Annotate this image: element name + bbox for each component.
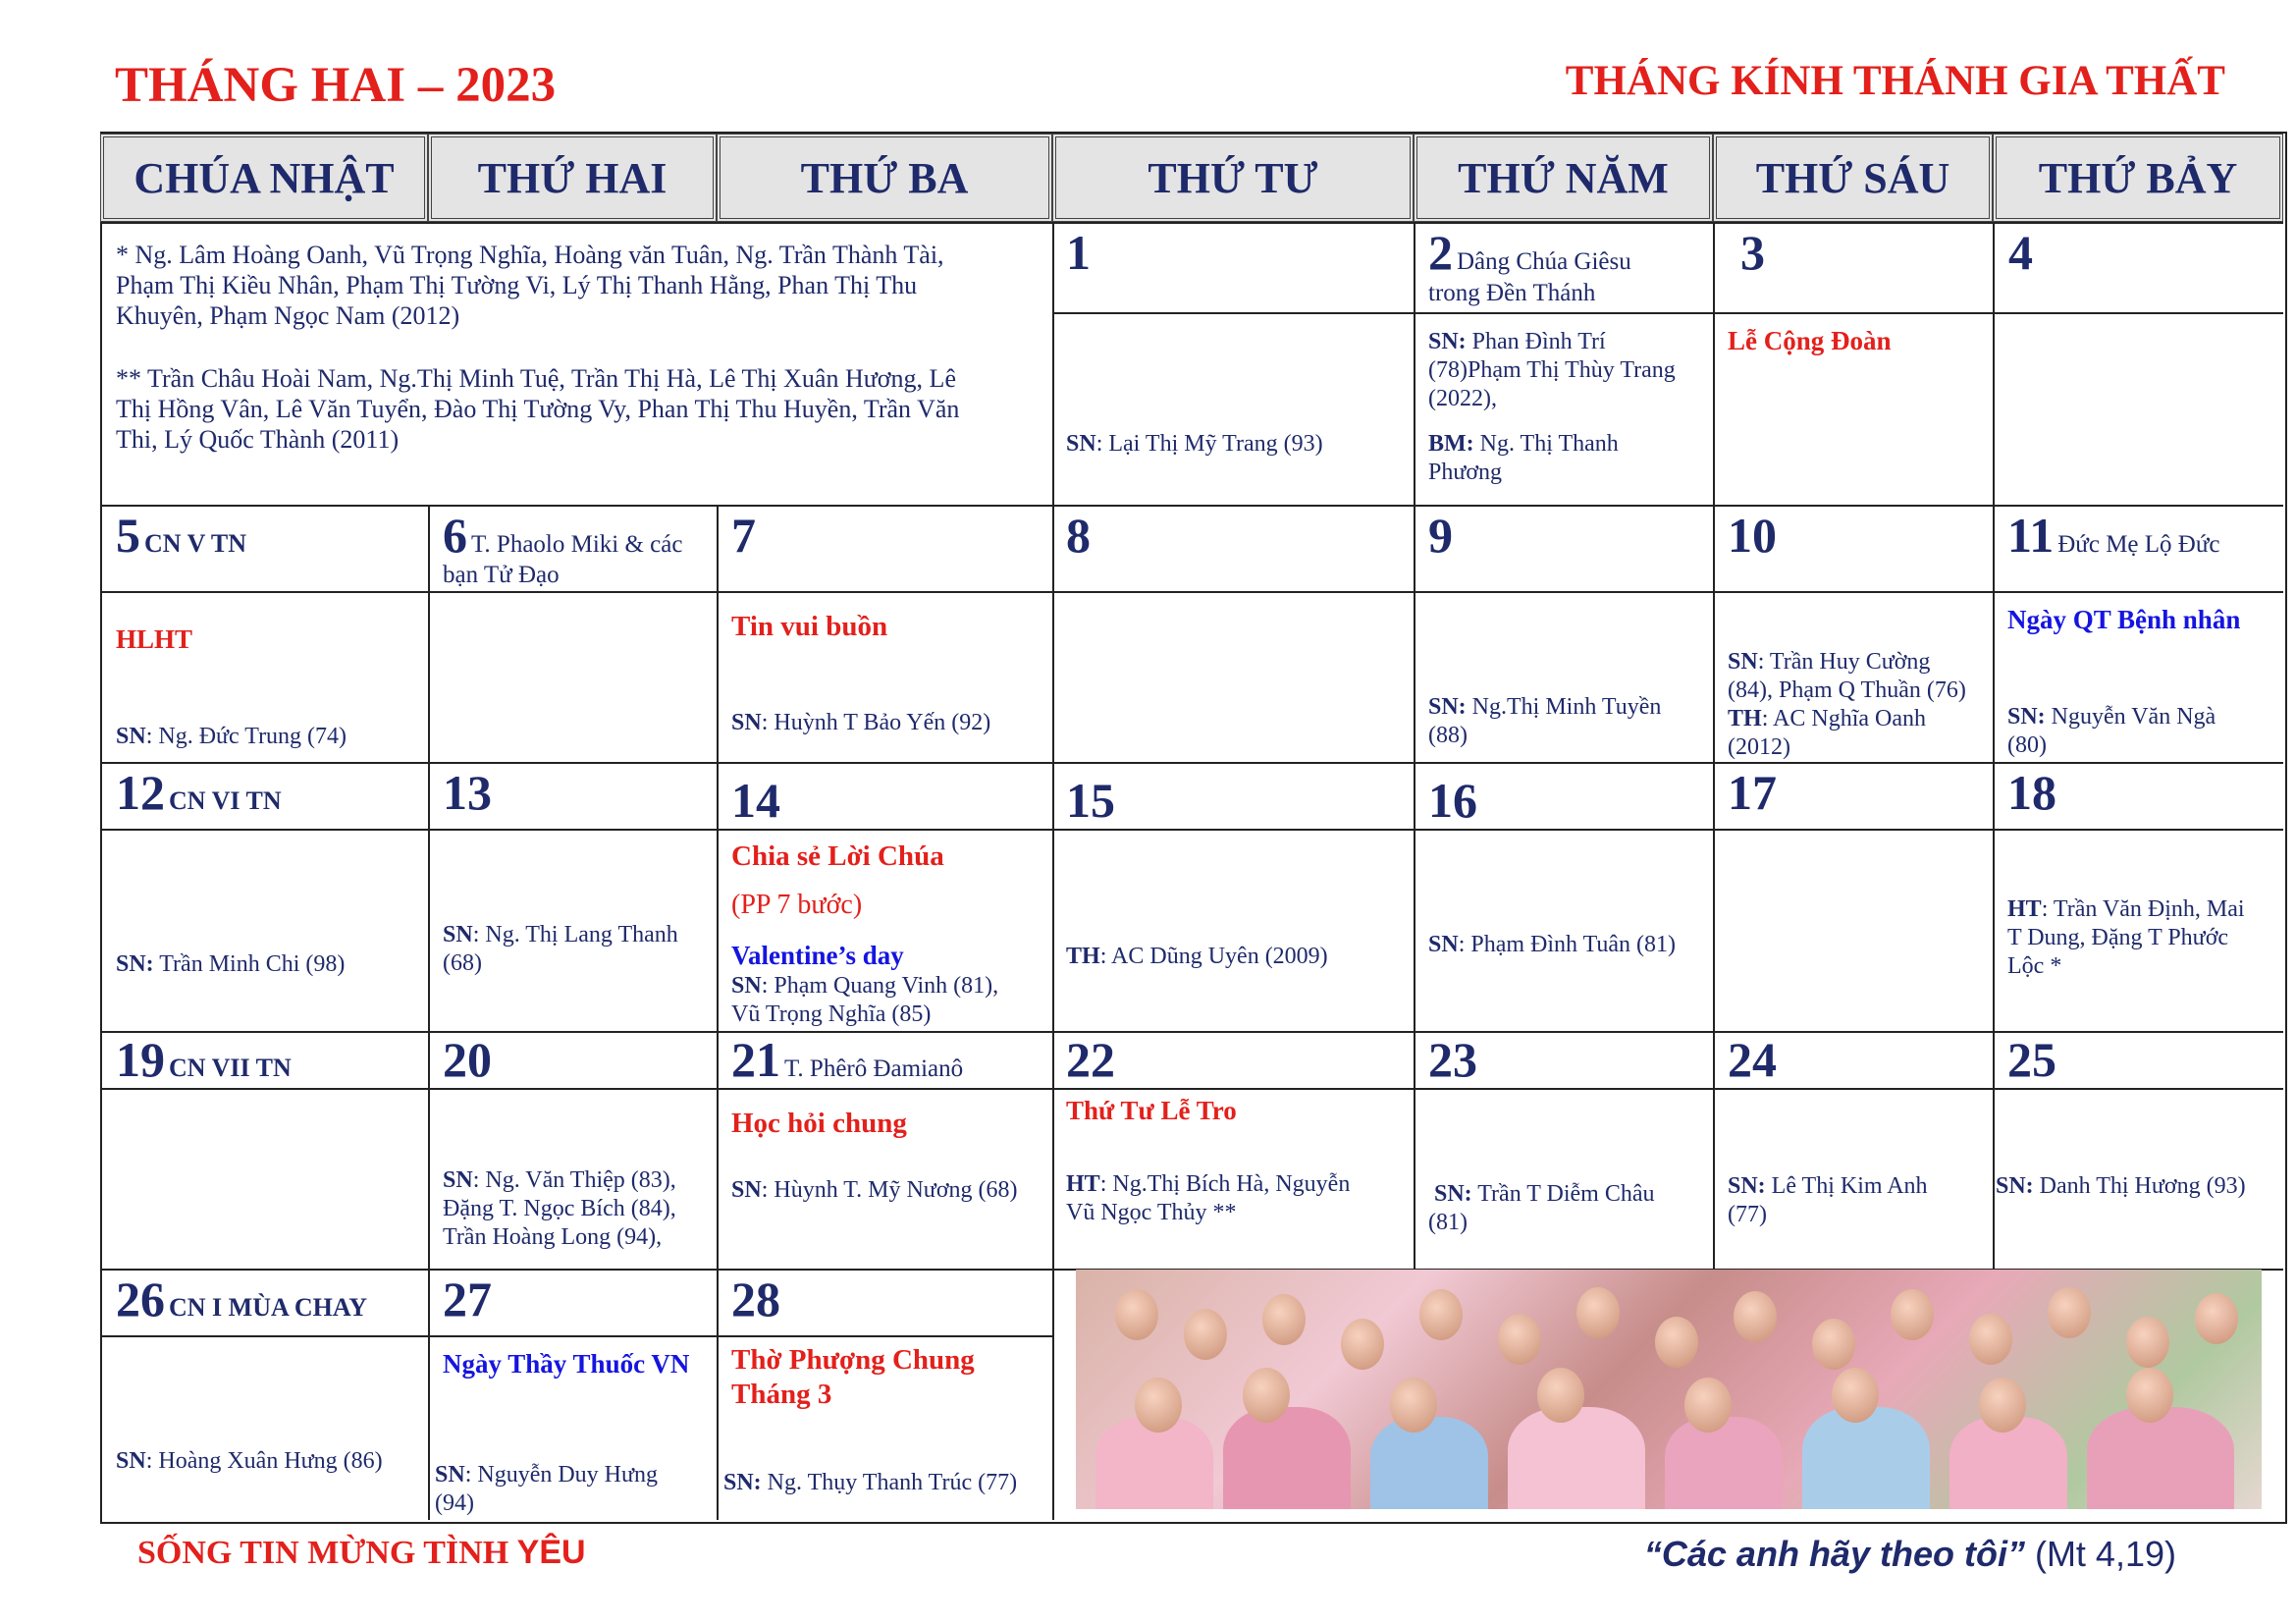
event-label: Ngày QT Bệnh nhân (2007, 605, 2241, 634)
birthday-entry: SN: Hoàng Xuân Hưng (86) (116, 1448, 383, 1474)
weekday-saturday: THỨ BẢY (1993, 134, 2283, 222)
day-number: 23 (1428, 1032, 1477, 1087)
day-cell-19 (116, 1031, 292, 1088)
day-cell-6 (443, 507, 682, 564)
day-number: 2 (1428, 225, 1453, 280)
day-cell-26 (116, 1271, 367, 1327)
day-number: 15 (1066, 773, 1115, 828)
weekday-monday: THỨ HAI (428, 134, 717, 222)
day-number: 11 (2007, 508, 2055, 563)
birthday-entry: SN: Trần Huy Cường (84), Phạm Q Thuần (76) TH: AC Nghĩa Oanh (2012) (1728, 649, 1966, 760)
feast-name: trong Đền Thánh (1428, 280, 1596, 306)
day-number: 21 (731, 1032, 780, 1087)
note-line: Thị Hồng Vân, Lê Văn Tuyển, Đào Thị Tường Vy, Phan Thị Thu Huyền, Trần Văn (116, 395, 960, 423)
feast-name: Đức Mẹ Lộ Đức (2057, 531, 2220, 558)
note-line: Phạm Thị Kiều Nhân, Phạm Thị Tường Vi, Lý Thị Thanh Hằng, Phan Thị Thu (116, 271, 918, 299)
event-label: Valentine’s day (731, 941, 904, 970)
day-number: 24 (1728, 1032, 1777, 1087)
birthday-entry: SN: Phan Đình Trí (78)Phạm Thị Thùy Trang (2022), (1428, 329, 1676, 411)
event-note: (PP 7 bước) (731, 890, 863, 920)
birthday-entry: SN: Ng.Thị Minh Tuyền (88) (1428, 694, 1662, 748)
sunday-label: CN V TN (144, 529, 247, 558)
notes-block (116, 240, 959, 455)
feast-name: T. Phaolo Miki & các (471, 531, 683, 558)
day-cell-11 (2007, 507, 2220, 564)
note-line: * Ng. Lâm Hoàng Oanh, Vũ Trọng Nghĩa, Hoàng văn Tuân, Ng. Trần Thành Tài, (116, 241, 944, 269)
feast-name: Dâng Chúa Giêsu (1457, 248, 1631, 275)
event-label: Lễ Cộng Đoàn (1728, 326, 1892, 355)
day-number: 26 (116, 1272, 165, 1326)
weekday-friday: THỨ SÁU (1713, 134, 1993, 222)
month-title: THÁNG HAI – 2023 (115, 58, 557, 113)
day-number: 4 (2008, 225, 2033, 280)
weekday-tuesday: THỨ BA (717, 134, 1052, 222)
weekday-thursday: THỨ NĂM (1414, 134, 1713, 222)
day-cell-2 (1428, 224, 1631, 281)
day-number: 25 (2007, 1032, 2056, 1087)
event-label: Tin vui buồn (731, 611, 888, 642)
ministry-entry: HT: Trần Văn Định, Mai T Dung, Đặng T Phước Lộc * (2007, 896, 2245, 979)
birthday-entry: SN: Huỳnh T Bảo Yến (92) (731, 710, 991, 735)
day-number: 17 (1728, 765, 1777, 820)
birthday-entry: SN: Ng. Thụy Thanh Trúc (77) (723, 1470, 1018, 1495)
birthday-entry: SN: Ng. Văn Thiệp (83), Đặng T. Ngọc Bích (84), Trần Hoàng Long (94), (443, 1167, 676, 1250)
day-cell-21 (731, 1031, 963, 1088)
sunday-label: CN VII TN (169, 1054, 292, 1082)
note-line: Khuyên, Phạm Ngọc Nam (2012) (116, 301, 460, 330)
footer-motto: SỐNG TIN MỪNG TÌNH YÊU (137, 1534, 586, 1571)
day-cell-5 (116, 507, 246, 564)
day-number: 20 (443, 1032, 492, 1087)
day-number: 9 (1428, 508, 1453, 563)
day-number: 22 (1066, 1032, 1115, 1087)
day-number: 6 (443, 508, 467, 563)
weekday-sunday: CHÚA NHẬT (100, 134, 428, 222)
birthday-entry: SN: Lại Thị Mỹ Trang (93) (1066, 431, 1323, 457)
day-number: 1 (1066, 225, 1091, 280)
day-number: 14 (731, 773, 780, 828)
sunday-label: CN VI TN (169, 786, 282, 815)
day-number: 7 (731, 508, 756, 563)
day-number: 3 (1740, 225, 1765, 280)
birthday-entry: SN: Nguyễn Văn Ngà (80) (2007, 704, 2216, 758)
birthday-entry: SN: Hùynh T. Mỹ Nương (68) (731, 1177, 1018, 1203)
day-number: 28 (731, 1272, 780, 1326)
day-cell-12 (116, 764, 282, 821)
note-line: Thi, Lý Quốc Thành (2011) (116, 425, 400, 454)
birthday-entry: SN: Ng. Đức Trung (74) (116, 724, 347, 749)
event-label: Chia sẻ Lời Chúa (731, 840, 944, 872)
day-number: 8 (1066, 508, 1091, 563)
day-number: 19 (116, 1032, 165, 1087)
birthday-entry: SN: Trần Minh Chi (98) (116, 951, 346, 977)
month-theme: THÁNG KÍNH THÁNH GIA THẤT (1565, 58, 2225, 104)
event-label: Thờ Phượng Chung Tháng 3 (731, 1344, 975, 1410)
birthday-entry: SN: Nguyễn Duy Hưng (94) (435, 1462, 659, 1516)
day-number: 12 (116, 765, 165, 820)
footer-quote: “Các anh hãy theo tôi” (Mt 4,19) (1643, 1534, 2176, 1574)
feast-name: T. Phêrô Đamianô (784, 1056, 964, 1082)
day-number: 27 (443, 1272, 492, 1326)
birthday-entry: SN: Lê Thị Kim Anh (77) (1728, 1173, 1928, 1227)
birthday-entry: SN: Phạm Đình Tuân (81) (1428, 932, 1677, 957)
birthday-entry: SN: Danh Thị Hương (93) (1996, 1173, 2246, 1199)
group-photo (1076, 1270, 2262, 1509)
anniversary-entry: BM: Ng. Thị Thanh Phương (1428, 431, 1619, 485)
event-label: Học hỏi chung (731, 1108, 907, 1139)
day-number: 18 (2007, 765, 2056, 820)
birthday-entry: SN: Phạm Quang Vinh (81), Vũ Trọng Nghĩa (85) (731, 973, 999, 1027)
birthday-entry: SN: Ng. Thị Lang Thanh (68) (443, 922, 678, 976)
birthday-entry: SN: Trần T Diễm Châu (81) (1428, 1181, 1655, 1235)
sunday-label: CN I MÙA CHAY (169, 1293, 367, 1322)
day-number: 13 (443, 765, 492, 820)
anniversary-entry: TH: AC Dũng Uyên (2009) (1066, 944, 1328, 969)
event-label: Thứ Tư Lễ Tro (1066, 1096, 1237, 1125)
feast-name: bạn Tử Đạo (443, 562, 560, 588)
note-line: ** Trần Châu Hoài Nam, Ng.Thị Minh Tuệ, Trần Thị Hà, Lê Thị Xuân Hương, Lê (116, 364, 956, 393)
day-number: 16 (1428, 773, 1477, 828)
day-number: 10 (1728, 508, 1777, 563)
event-label: Ngày Thầy Thuốc VN (443, 1349, 690, 1379)
event-label: HLHT (116, 624, 193, 654)
weekday-wednesday: THỨ TƯ (1052, 134, 1414, 222)
ministry-entry: HT: Ng.Thị Bích Hà, Nguyễn Vũ Ngọc Thủy ** (1066, 1171, 1351, 1225)
day-number: 5 (116, 508, 140, 563)
